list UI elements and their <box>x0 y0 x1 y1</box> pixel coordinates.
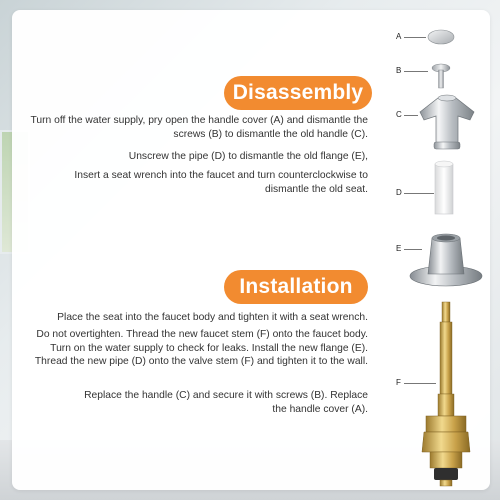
pipe-icon <box>432 160 456 218</box>
part-label-f: F <box>396 378 401 387</box>
installation-heading: Installation <box>224 270 368 304</box>
disassembly-heading: Disassembly <box>224 76 372 110</box>
leader-line-a <box>404 37 426 38</box>
part-label-d: D <box>396 188 402 197</box>
installation-step-3: Replace the handle (C) and secure it with screws (B). Replace the handle cover (A). <box>84 390 368 415</box>
leader-line-b <box>404 71 428 72</box>
part-label-c: C <box>396 110 402 119</box>
part-label-a: A <box>396 32 402 41</box>
disassembly-step-3: Insert a seat wrench into the faucet and turn counterclockwise to dismantle the old seat. <box>74 170 368 195</box>
leader-line-d <box>404 193 434 194</box>
part-label-e: E <box>396 244 402 253</box>
flange-icon <box>408 228 484 290</box>
screw-icon <box>430 62 452 92</box>
disassembly-step-2: Unscrew the pipe (D) to dismantle the old flange (E), <box>128 151 368 162</box>
handle-cover-icon <box>426 28 456 46</box>
installation-step-2: Do not overtighten. Thread the new faucet stem (F) onto the faucet body. Turn on the water supply to check for leaks. Install the new flange (E). Thread the new pipe (D) onto the valve stem (F) and tighten it to the wall. <box>34 329 368 367</box>
disassembly-step-1: Turn off the water supply, pry open the handle cover (A) and dismantle the screws (B) to dismantle the old handle (C). <box>30 115 368 140</box>
part-label-b: B <box>396 66 402 75</box>
faucet-stem-icon <box>416 300 476 490</box>
installation-step-1: Place the seat into the faucet body and tighten it with a seat wrench. <box>57 312 368 323</box>
handle-icon <box>414 90 480 156</box>
